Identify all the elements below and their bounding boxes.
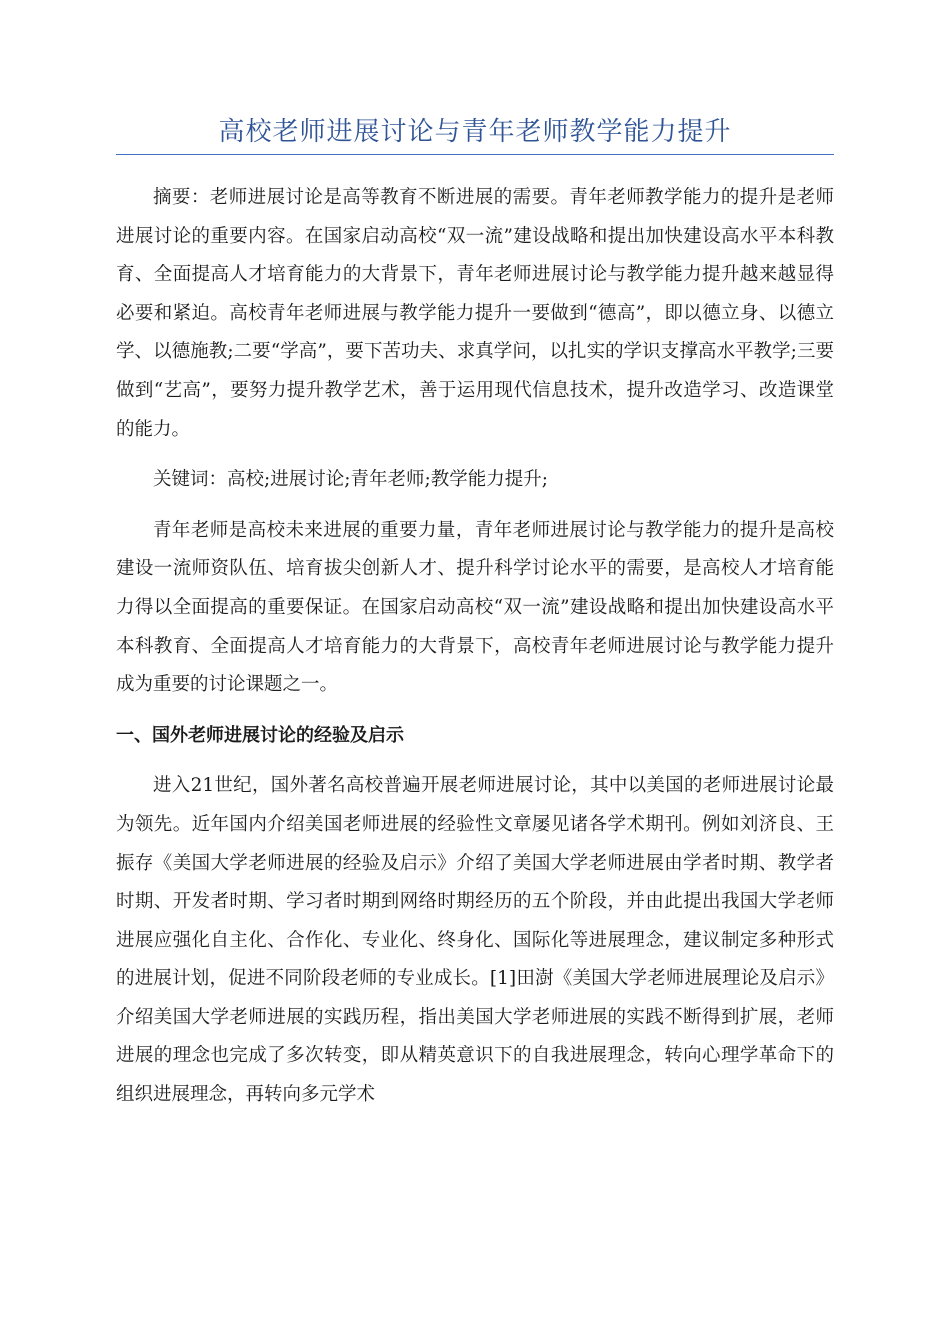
keywords-paragraph: 关键词：高校;进展讨论;青年老师;教学能力提升; — [153, 469, 548, 491]
title-underline — [116, 154, 834, 155]
section-heading: 一、国外老师进展讨论的经验及启示 — [116, 724, 404, 746]
document-body — [116, 179, 834, 1115]
abstract-paragraph: 摘要：老师进展讨论是高等教育不断进展的需要。青年老师教学能力的提升是老师进展讨论的重要内容。在国家启动高校“双一流”建设战略和提出加快建设高水平本科教育、全面提高人才培育能力的大背景下，青年老师进展讨论与教学能力提升越来越显得必要和紧迫。高校青年老师进展与教学能力提升一要做到“德高”，即以德立身、以德立学、以德施教;二要“学高”，要下苦功夫、求真学问，以扎实的学识支撑高水平教学;三要做到“艺高”，要努力提升教学艺术，善于运用现代信息技术，提升改造学习、改造课堂的能力。 — [116, 187, 834, 440]
intro-paragraph: 青年老师是高校未来进展的重要力量，青年老师进展讨论与教学能力的提升是高校建设一流师资队伍、培育拔尖创新人才、提升科学讨论水平的需要，是高校人才培育能力得以全面提高的重要保证。在国家启动高校“双一流”建设战略和提出加快建设高水平本科教育、全面提高人才培育能力的大背景下，高校青年老师进展讨论与教学能力提升成为重要的讨论课题之一。 — [116, 519, 834, 696]
document-title: 高校老师进展讨论与青年老师教学能力提升 — [218, 117, 732, 147]
section-paragraph: 进入21世纪，国外著名高校普遍开展老师进展讨论，其中以美国的老师进展讨论最为领先。近年国内介绍美国老师进展的经验性文章屡见诸各学术期刊。例如刘济良、王振存《美国大学老师进展的经验及启示》介绍了美国大学老师进展由学者时期、教学者时期、开发者时期、学习者时期到网络时期经历的五个阶段，并由此提出我国大学老师进展应强化自主化、合作化、专业化、终身化、国际化等进展理念，建议制定多种形式的进展计划，促进不同阶段老师的专业成长。[1]田澍《美国大学老师进展理论及启示》介绍美国大学老师进展的实践历程，指出美国大学老师进展的实践不断得到扩展，老师进展的理念也完成了多次转变，即从精英意识下的自我进展理念，转向心理学革命下的组织进展理念，再转向多元学术 — [116, 775, 834, 1106]
